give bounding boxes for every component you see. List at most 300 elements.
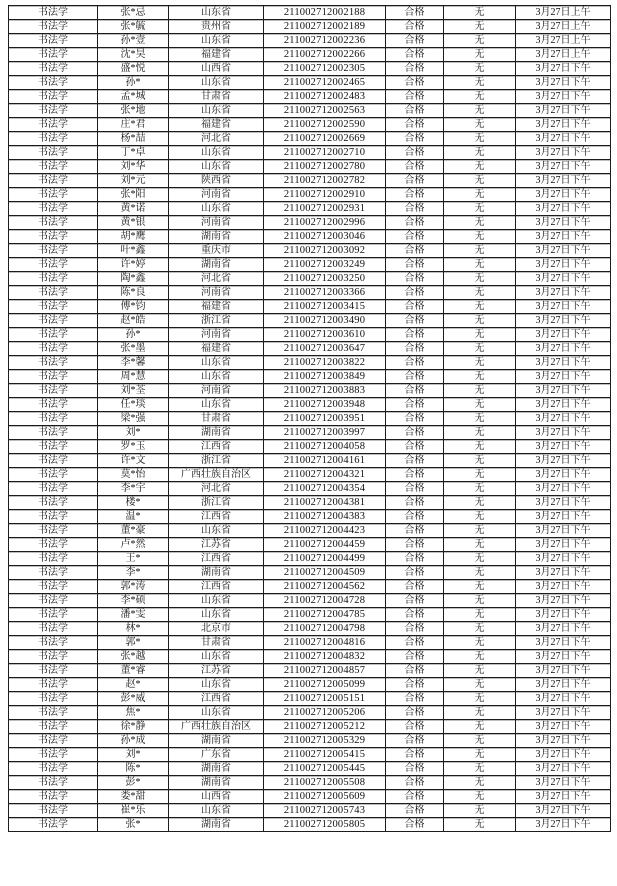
cell-exam-id: 211002712004459 bbox=[263, 537, 385, 551]
cell-province: 重庆市 bbox=[168, 243, 263, 257]
cell-objection: 无 bbox=[443, 229, 515, 243]
cell-name: 孙* bbox=[97, 327, 168, 341]
cell-exam-id: 211002712003046 bbox=[263, 229, 385, 243]
cell-result: 合格 bbox=[385, 453, 443, 467]
cell-result: 合格 bbox=[385, 411, 443, 425]
cell-result: 合格 bbox=[385, 299, 443, 313]
cell-result: 合格 bbox=[385, 761, 443, 775]
cell-name: 彭* bbox=[97, 775, 168, 789]
table-row bbox=[8, 439, 610, 453]
cell-major: 书法学 bbox=[8, 439, 97, 453]
table-row bbox=[8, 383, 610, 397]
cell-exam-id: 211002712002189 bbox=[263, 19, 385, 33]
cell-objection: 无 bbox=[443, 187, 515, 201]
cell-major: 书法学 bbox=[8, 411, 97, 425]
cell-session: 3月27日下午 bbox=[515, 299, 610, 313]
cell-result: 合格 bbox=[385, 481, 443, 495]
cell-province: 山东省 bbox=[168, 159, 263, 173]
cell-major: 书法学 bbox=[8, 19, 97, 33]
cell-major: 书法学 bbox=[8, 425, 97, 439]
cell-major: 书法学 bbox=[8, 509, 97, 523]
cell-result: 合格 bbox=[385, 663, 443, 677]
cell-objection: 无 bbox=[443, 33, 515, 47]
cell-exam-id: 211002712002782 bbox=[263, 173, 385, 187]
table-row bbox=[8, 677, 610, 691]
cell-exam-id: 211002712004058 bbox=[263, 439, 385, 453]
cell-session: 3月27日上午 bbox=[515, 5, 610, 19]
cell-province: 福建省 bbox=[168, 117, 263, 131]
cell-name: 孙* bbox=[97, 75, 168, 89]
cell-province: 江西省 bbox=[168, 509, 263, 523]
cell-result: 合格 bbox=[385, 621, 443, 635]
cell-major: 书法学 bbox=[8, 145, 97, 159]
cell-province: 山东省 bbox=[168, 355, 263, 369]
cell-major: 书法学 bbox=[8, 621, 97, 635]
cell-province: 河南省 bbox=[168, 187, 263, 201]
cell-major: 书法学 bbox=[8, 593, 97, 607]
table-row bbox=[8, 257, 610, 271]
cell-exam-id: 211002712003997 bbox=[263, 425, 385, 439]
cell-session: 3月27日下午 bbox=[515, 565, 610, 579]
cell-name: 叶*鑫 bbox=[97, 243, 168, 257]
cell-session: 3月27日下午 bbox=[515, 761, 610, 775]
cell-session: 3月27日下午 bbox=[515, 593, 610, 607]
table-row bbox=[8, 243, 610, 257]
cell-major: 书法学 bbox=[8, 705, 97, 719]
cell-major: 书法学 bbox=[8, 75, 97, 89]
cell-province: 浙江省 bbox=[168, 495, 263, 509]
cell-exam-id: 211002712003249 bbox=[263, 257, 385, 271]
table-row bbox=[8, 467, 610, 481]
cell-major: 书法学 bbox=[8, 579, 97, 593]
cell-exam-id: 211002712004562 bbox=[263, 579, 385, 593]
cell-major: 书法学 bbox=[8, 467, 97, 481]
table-row bbox=[8, 201, 610, 215]
cell-result: 合格 bbox=[385, 33, 443, 47]
cell-session: 3月27日下午 bbox=[515, 285, 610, 299]
cell-exam-id: 211002712004423 bbox=[263, 523, 385, 537]
cell-session: 3月27日下午 bbox=[515, 257, 610, 271]
cell-session: 3月27日下午 bbox=[515, 817, 610, 831]
cell-session: 3月27日下午 bbox=[515, 509, 610, 523]
cell-objection: 无 bbox=[443, 61, 515, 75]
cell-province: 山东省 bbox=[168, 145, 263, 159]
cell-session: 3月27日下午 bbox=[515, 313, 610, 327]
table-row bbox=[8, 635, 610, 649]
cell-session: 3月27日下午 bbox=[515, 397, 610, 411]
cell-result: 合格 bbox=[385, 817, 443, 831]
cell-session: 3月27日下午 bbox=[515, 747, 610, 761]
cell-result: 合格 bbox=[385, 355, 443, 369]
cell-result: 合格 bbox=[385, 747, 443, 761]
cell-result: 合格 bbox=[385, 159, 443, 173]
cell-name: 李*硕 bbox=[97, 593, 168, 607]
cell-objection: 无 bbox=[443, 215, 515, 229]
cell-session: 3月27日上午 bbox=[515, 19, 610, 33]
cell-name: 李*宇 bbox=[97, 481, 168, 495]
table-row bbox=[8, 705, 610, 719]
cell-province: 山东省 bbox=[168, 369, 263, 383]
cell-major: 书法学 bbox=[8, 355, 97, 369]
cell-result: 合格 bbox=[385, 397, 443, 411]
cell-exam-id: 211002712002590 bbox=[263, 117, 385, 131]
cell-name: 张*越 bbox=[97, 649, 168, 663]
cell-objection: 无 bbox=[443, 271, 515, 285]
cell-province: 山东省 bbox=[168, 803, 263, 817]
cell-session: 3月27日下午 bbox=[515, 131, 610, 145]
cell-major: 书法学 bbox=[8, 201, 97, 215]
cell-province: 北京市 bbox=[168, 621, 263, 635]
cell-province: 山东省 bbox=[168, 593, 263, 607]
cell-major: 书法学 bbox=[8, 215, 97, 229]
cell-province: 山西省 bbox=[168, 61, 263, 75]
table-row bbox=[8, 89, 610, 103]
cell-major: 书法学 bbox=[8, 341, 97, 355]
cell-name: 许*婷 bbox=[97, 257, 168, 271]
cell-session: 3月27日下午 bbox=[515, 243, 610, 257]
cell-major: 书法学 bbox=[8, 313, 97, 327]
table-row bbox=[8, 761, 610, 775]
cell-exam-id: 211002712004321 bbox=[263, 467, 385, 481]
cell-exam-id: 211002712005609 bbox=[263, 789, 385, 803]
cell-name: 温* bbox=[97, 509, 168, 523]
cell-result: 合格 bbox=[385, 201, 443, 215]
cell-result: 合格 bbox=[385, 537, 443, 551]
cell-province: 河南省 bbox=[168, 383, 263, 397]
cell-objection: 无 bbox=[443, 5, 515, 19]
cell-exam-id: 211002712005151 bbox=[263, 691, 385, 705]
cell-major: 书法学 bbox=[8, 523, 97, 537]
cell-province: 广东省 bbox=[168, 747, 263, 761]
cell-session: 3月27日下午 bbox=[515, 733, 610, 747]
cell-exam-id: 211002712004499 bbox=[263, 551, 385, 565]
cell-result: 合格 bbox=[385, 523, 443, 537]
cell-result: 合格 bbox=[385, 593, 443, 607]
cell-session: 3月27日下午 bbox=[515, 537, 610, 551]
cell-name: 杨*喆 bbox=[97, 131, 168, 145]
table-row bbox=[8, 285, 610, 299]
cell-major: 书法学 bbox=[8, 299, 97, 313]
cell-result: 合格 bbox=[385, 145, 443, 159]
cell-name: 梁*强 bbox=[97, 411, 168, 425]
cell-province: 湖南省 bbox=[168, 257, 263, 271]
cell-name: 董*豪 bbox=[97, 523, 168, 537]
cell-session: 3月27日下午 bbox=[515, 271, 610, 285]
table-row bbox=[8, 103, 610, 117]
table-row bbox=[8, 425, 610, 439]
cell-major: 书法学 bbox=[8, 257, 97, 271]
cell-exam-id: 211002712004798 bbox=[263, 621, 385, 635]
cell-province: 山东省 bbox=[168, 103, 263, 117]
cell-name: 赵*皓 bbox=[97, 313, 168, 327]
cell-name: 彭*威 bbox=[97, 691, 168, 705]
results-table-body bbox=[8, 5, 610, 831]
cell-major: 书法学 bbox=[8, 789, 97, 803]
cell-exam-id: 211002712003948 bbox=[263, 397, 385, 411]
table-row bbox=[8, 75, 610, 89]
table-row bbox=[8, 523, 610, 537]
cell-major: 书法学 bbox=[8, 663, 97, 677]
cell-result: 合格 bbox=[385, 565, 443, 579]
cell-exam-id: 211002712002236 bbox=[263, 33, 385, 47]
cell-major: 书法学 bbox=[8, 229, 97, 243]
cell-result: 合格 bbox=[385, 467, 443, 481]
cell-major: 书法学 bbox=[8, 397, 97, 411]
cell-name: 沈*昊 bbox=[97, 47, 168, 61]
cell-objection: 无 bbox=[443, 257, 515, 271]
cell-result: 合格 bbox=[385, 635, 443, 649]
cell-session: 3月27日下午 bbox=[515, 187, 610, 201]
cell-objection: 无 bbox=[443, 383, 515, 397]
cell-exam-id: 211002712004381 bbox=[263, 495, 385, 509]
table-row bbox=[8, 733, 610, 747]
cell-exam-id: 211002712004857 bbox=[263, 663, 385, 677]
cell-session: 3月27日下午 bbox=[515, 75, 610, 89]
cell-objection: 无 bbox=[443, 327, 515, 341]
cell-major: 书法学 bbox=[8, 271, 97, 285]
cell-exam-id: 211002712003490 bbox=[263, 313, 385, 327]
cell-session: 3月27日下午 bbox=[515, 61, 610, 75]
cell-major: 书法学 bbox=[8, 89, 97, 103]
cell-session: 3月27日下午 bbox=[515, 789, 610, 803]
cell-exam-id: 211002712003883 bbox=[263, 383, 385, 397]
cell-major: 书法学 bbox=[8, 719, 97, 733]
cell-exam-id: 211002712003415 bbox=[263, 299, 385, 313]
cell-objection: 无 bbox=[443, 159, 515, 173]
cell-exam-id: 211002712002188 bbox=[263, 5, 385, 19]
cell-objection: 无 bbox=[443, 397, 515, 411]
cell-major: 书法学 bbox=[8, 5, 97, 19]
cell-exam-id: 211002712005415 bbox=[263, 747, 385, 761]
cell-name: 陈*良 bbox=[97, 285, 168, 299]
cell-session: 3月27日下午 bbox=[515, 439, 610, 453]
cell-province: 江西省 bbox=[168, 691, 263, 705]
cell-objection: 无 bbox=[443, 313, 515, 327]
cell-objection: 无 bbox=[443, 705, 515, 719]
cell-result: 合格 bbox=[385, 733, 443, 747]
cell-major: 书法学 bbox=[8, 481, 97, 495]
cell-exam-id: 211002712004816 bbox=[263, 635, 385, 649]
cell-result: 合格 bbox=[385, 75, 443, 89]
cell-result: 合格 bbox=[385, 719, 443, 733]
table-row bbox=[8, 551, 610, 565]
cell-objection: 无 bbox=[443, 425, 515, 439]
cell-result: 合格 bbox=[385, 61, 443, 75]
cell-major: 书法学 bbox=[8, 733, 97, 747]
cell-exam-id: 211002712002266 bbox=[263, 47, 385, 61]
table-row bbox=[8, 313, 610, 327]
cell-session: 3月27日下午 bbox=[515, 621, 610, 635]
cell-session: 3月27日下午 bbox=[515, 327, 610, 341]
cell-major: 书法学 bbox=[8, 817, 97, 831]
cell-exam-id: 211002712005206 bbox=[263, 705, 385, 719]
cell-major: 书法学 bbox=[8, 635, 97, 649]
cell-major: 书法学 bbox=[8, 173, 97, 187]
cell-major: 书法学 bbox=[8, 383, 97, 397]
table-row bbox=[8, 397, 610, 411]
cell-province: 山东省 bbox=[168, 649, 263, 663]
cell-result: 合格 bbox=[385, 327, 443, 341]
cell-major: 书法学 bbox=[8, 61, 97, 75]
cell-session: 3月27日下午 bbox=[515, 677, 610, 691]
cell-name: 娄*甜 bbox=[97, 789, 168, 803]
cell-session: 3月27日下午 bbox=[515, 467, 610, 481]
cell-objection: 无 bbox=[443, 579, 515, 593]
cell-exam-id: 211002712004785 bbox=[263, 607, 385, 621]
table-row bbox=[8, 341, 610, 355]
cell-name: 徐*静 bbox=[97, 719, 168, 733]
cell-name: 楼* bbox=[97, 495, 168, 509]
table-row bbox=[8, 19, 610, 33]
table-row bbox=[8, 621, 610, 635]
cell-province: 山东省 bbox=[168, 397, 263, 411]
cell-objection: 无 bbox=[443, 117, 515, 131]
cell-exam-id: 211002712002305 bbox=[263, 61, 385, 75]
cell-exam-id: 211002712004832 bbox=[263, 649, 385, 663]
cell-result: 合格 bbox=[385, 19, 443, 33]
cell-province: 江西省 bbox=[168, 579, 263, 593]
cell-objection: 无 bbox=[443, 201, 515, 215]
cell-name: 张*墨 bbox=[97, 341, 168, 355]
cell-result: 合格 bbox=[385, 383, 443, 397]
cell-exam-id: 211002712005508 bbox=[263, 775, 385, 789]
cell-session: 3月27日下午 bbox=[515, 495, 610, 509]
cell-name: 黄*诺 bbox=[97, 201, 168, 215]
cell-exam-id: 211002712003366 bbox=[263, 285, 385, 299]
cell-name: 许*文 bbox=[97, 453, 168, 467]
table-row bbox=[8, 131, 610, 145]
cell-session: 3月27日下午 bbox=[515, 201, 610, 215]
cell-objection: 无 bbox=[443, 495, 515, 509]
cell-objection: 无 bbox=[443, 537, 515, 551]
cell-result: 合格 bbox=[385, 607, 443, 621]
table-row bbox=[8, 159, 610, 173]
cell-province: 福建省 bbox=[168, 299, 263, 313]
cell-major: 书法学 bbox=[8, 327, 97, 341]
table-row bbox=[8, 117, 610, 131]
cell-session: 3月27日下午 bbox=[515, 705, 610, 719]
cell-objection: 无 bbox=[443, 355, 515, 369]
cell-objection: 无 bbox=[443, 299, 515, 313]
cell-name: 张* bbox=[97, 817, 168, 831]
cell-province: 山东省 bbox=[168, 33, 263, 47]
cell-session: 3月27日下午 bbox=[515, 579, 610, 593]
cell-session: 3月27日下午 bbox=[515, 117, 610, 131]
cell-major: 书法学 bbox=[8, 691, 97, 705]
cell-objection: 无 bbox=[443, 789, 515, 803]
cell-exam-id: 211002712005445 bbox=[263, 761, 385, 775]
cell-result: 合格 bbox=[385, 5, 443, 19]
cell-exam-id: 211002712003092 bbox=[263, 243, 385, 257]
cell-province: 河北省 bbox=[168, 271, 263, 285]
table-row bbox=[8, 817, 610, 831]
cell-major: 书法学 bbox=[8, 761, 97, 775]
cell-name: 莫*怡 bbox=[97, 467, 168, 481]
cell-objection: 无 bbox=[443, 747, 515, 761]
cell-major: 书法学 bbox=[8, 747, 97, 761]
cell-session: 3月27日上午 bbox=[515, 33, 610, 47]
cell-objection: 无 bbox=[443, 467, 515, 481]
cell-session: 3月27日下午 bbox=[515, 635, 610, 649]
cell-objection: 无 bbox=[443, 89, 515, 103]
cell-objection: 无 bbox=[443, 285, 515, 299]
cell-objection: 无 bbox=[443, 649, 515, 663]
cell-major: 书法学 bbox=[8, 537, 97, 551]
cell-province: 湖南省 bbox=[168, 229, 263, 243]
cell-objection: 无 bbox=[443, 761, 515, 775]
table-row bbox=[8, 229, 610, 243]
cell-session: 3月27日下午 bbox=[515, 719, 610, 733]
cell-session: 3月27日下午 bbox=[515, 145, 610, 159]
cell-name: 张*阳 bbox=[97, 187, 168, 201]
cell-exam-id: 211002712002669 bbox=[263, 131, 385, 145]
cell-province: 山东省 bbox=[168, 201, 263, 215]
cell-objection: 无 bbox=[443, 523, 515, 537]
cell-province: 山东省 bbox=[168, 523, 263, 537]
cell-name: 刘* bbox=[97, 425, 168, 439]
cell-name: 郭* bbox=[97, 635, 168, 649]
cell-result: 合格 bbox=[385, 495, 443, 509]
cell-session: 3月27日下午 bbox=[515, 355, 610, 369]
cell-session: 3月27日下午 bbox=[515, 691, 610, 705]
cell-objection: 无 bbox=[443, 691, 515, 705]
cell-major: 书法学 bbox=[8, 551, 97, 565]
cell-objection: 无 bbox=[443, 243, 515, 257]
cell-exam-id: 211002712002465 bbox=[263, 75, 385, 89]
cell-province: 贵州省 bbox=[168, 19, 263, 33]
cell-result: 合格 bbox=[385, 677, 443, 691]
cell-province: 甘肃省 bbox=[168, 411, 263, 425]
cell-major: 书法学 bbox=[8, 103, 97, 117]
table-row bbox=[8, 509, 610, 523]
cell-session: 3月27日下午 bbox=[515, 551, 610, 565]
cell-name: 陈* bbox=[97, 761, 168, 775]
cell-session: 3月27日下午 bbox=[515, 775, 610, 789]
cell-name: 郭*涛 bbox=[97, 579, 168, 593]
cell-objection: 无 bbox=[443, 19, 515, 33]
table-row bbox=[8, 565, 610, 579]
cell-result: 合格 bbox=[385, 89, 443, 103]
cell-objection: 无 bbox=[443, 509, 515, 523]
cell-province: 广西壮族自治区 bbox=[168, 719, 263, 733]
cell-exam-id: 211002712004509 bbox=[263, 565, 385, 579]
cell-exam-id: 211002712005329 bbox=[263, 733, 385, 747]
cell-province: 浙江省 bbox=[168, 453, 263, 467]
cell-session: 3月27日下午 bbox=[515, 453, 610, 467]
table-row bbox=[8, 803, 610, 817]
cell-objection: 无 bbox=[443, 75, 515, 89]
cell-province: 山西省 bbox=[168, 789, 263, 803]
cell-name: 林* bbox=[97, 621, 168, 635]
cell-province: 湖南省 bbox=[168, 775, 263, 789]
cell-name: 卢*然 bbox=[97, 537, 168, 551]
cell-major: 书法学 bbox=[8, 131, 97, 145]
cell-province: 江苏省 bbox=[168, 537, 263, 551]
cell-province: 山东省 bbox=[168, 75, 263, 89]
cell-province: 河北省 bbox=[168, 481, 263, 495]
cell-session: 3月27日下午 bbox=[515, 173, 610, 187]
cell-province: 河南省 bbox=[168, 285, 263, 299]
cell-exam-id: 211002712004161 bbox=[263, 453, 385, 467]
cell-exam-id: 211002712003951 bbox=[263, 411, 385, 425]
table-row bbox=[8, 747, 610, 761]
cell-result: 合格 bbox=[385, 341, 443, 355]
cell-session: 3月27日下午 bbox=[515, 341, 610, 355]
cell-name: 刘* bbox=[97, 747, 168, 761]
cell-name: 董*睿 bbox=[97, 663, 168, 677]
cell-result: 合格 bbox=[385, 803, 443, 817]
cell-result: 合格 bbox=[385, 117, 443, 131]
